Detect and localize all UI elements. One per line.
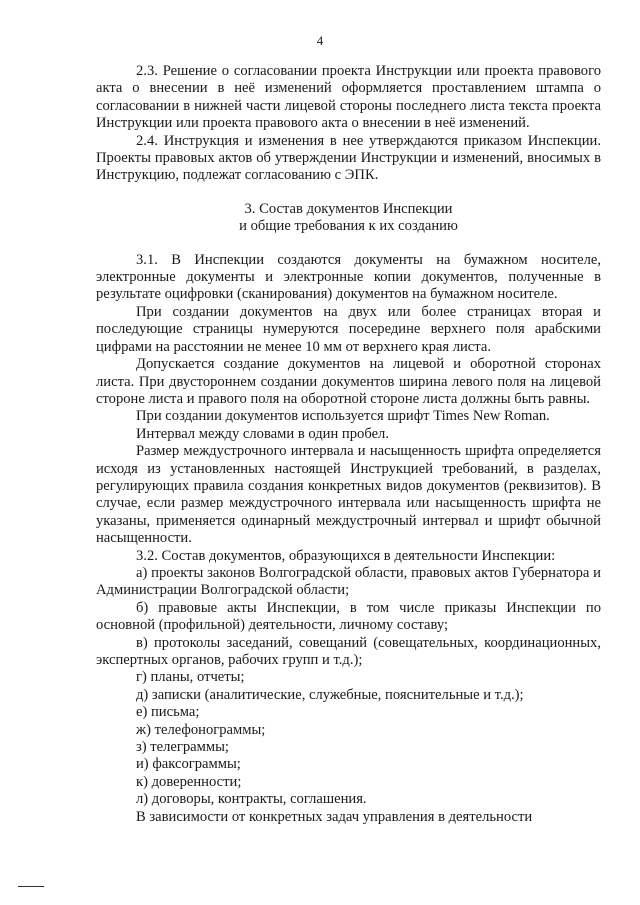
list-item: е) письма; [136,704,200,721]
section-3-heading-line2: и общие требования к их созданию [239,218,458,235]
list-item: и) факсограммы; [136,756,241,773]
list-item: з) телеграммы; [136,739,229,756]
section-3-heading [96,201,601,236]
paragraph-last: В зависимости от конкретных задач управления в деятельности [136,808,533,825]
list-item: б) правовые акты Инспекции, в том числе приказы Инспекции по основной (профильной) деятельности, личному составу; [96,599,601,634]
list-item: ж) телефонограммы; [136,721,266,738]
document-body [96,63,601,826]
list-item: к) доверенности; [136,773,242,790]
footer-divider [18,886,44,887]
list-item: а) проекты законов Волгоградской области, правовых актов Губернатора и Администрации Волгоградской области; [96,564,601,599]
paragraph-word-spacing: Интервал между словами в один пробел. [136,425,389,442]
paragraph-font: При создании документов используется шрифт Times New Roman. [136,408,550,425]
list-item: л) договоры, контракты, соглашения. [136,791,367,808]
list-item: в) протоколы заседаний, совещаний (совещательных, координационных, экспертных органов, рабочих групп и т.д.); [96,634,601,668]
paragraph-double-sided: Допускается создание документов на лицевой и оборотной сторонах листа. При двустороннем создании документов ширина левого поля на лицевой стороне листа и правого поля на оборотной стороне листа должны быть равны. [96,356,601,407]
paragraph-page-numbering: При создании документов на двух или более страницах вторая и последующие страницы нумеруются посередине верхнего поля арабскими цифрами на расстоянии не менее 10 мм от верхнего края листа. [96,303,601,355]
paragraph-2-4: 2.4. Инструкция и изменения в нее утверждаются приказом Инспекции. Проекты правовых актов об утверждении Инструкции и изменений, вносимых в Инструкцию, подлежат согласованию с ЭПК. [96,132,601,184]
paragraph-2-3: 2.3. Решение о согласовании проекта Инструкции или проекта правового акта о внесении в неё изменений оформляется проставлением штампа о согласовании в нижней части лицевой стороны последнего листа текста проекта Инструкции или проекта правового акта о внесении в неё изменений. [96,63,601,132]
paragraph-line-spacing: Размер междустрочного интервала и насыщенность шрифта определяется исходя из установленных настоящей Инструкцией требований, в разделах, регулирующих правила создания конкретных видов документов (реквизитов). В случае, если размер междустрочного интервала или насыщенность шрифта не указаны, применяется одинарный междустрочный интервал и шрифт обычной насыщенности. [96,443,601,547]
paragraph-3-1: 3.1. В Инспекции создаются документы на бумажном носителе, электронные документы и электронные копии документов, полученные в результате оцифровки (сканирования) документов на бумажном носителе. [96,251,601,303]
list-item: д) записки (аналитические, служебные, пояснительные и т.д.); [136,686,524,703]
paragraph-3-2: 3.2. Состав документов, образующихся в деятельности Инспекции: [136,547,556,564]
page-number: 4 [316,33,324,48]
section-3-heading-line1: 3. Состав документов Инспекции [244,200,453,217]
list-item: г) планы, отчеты; [136,669,245,686]
